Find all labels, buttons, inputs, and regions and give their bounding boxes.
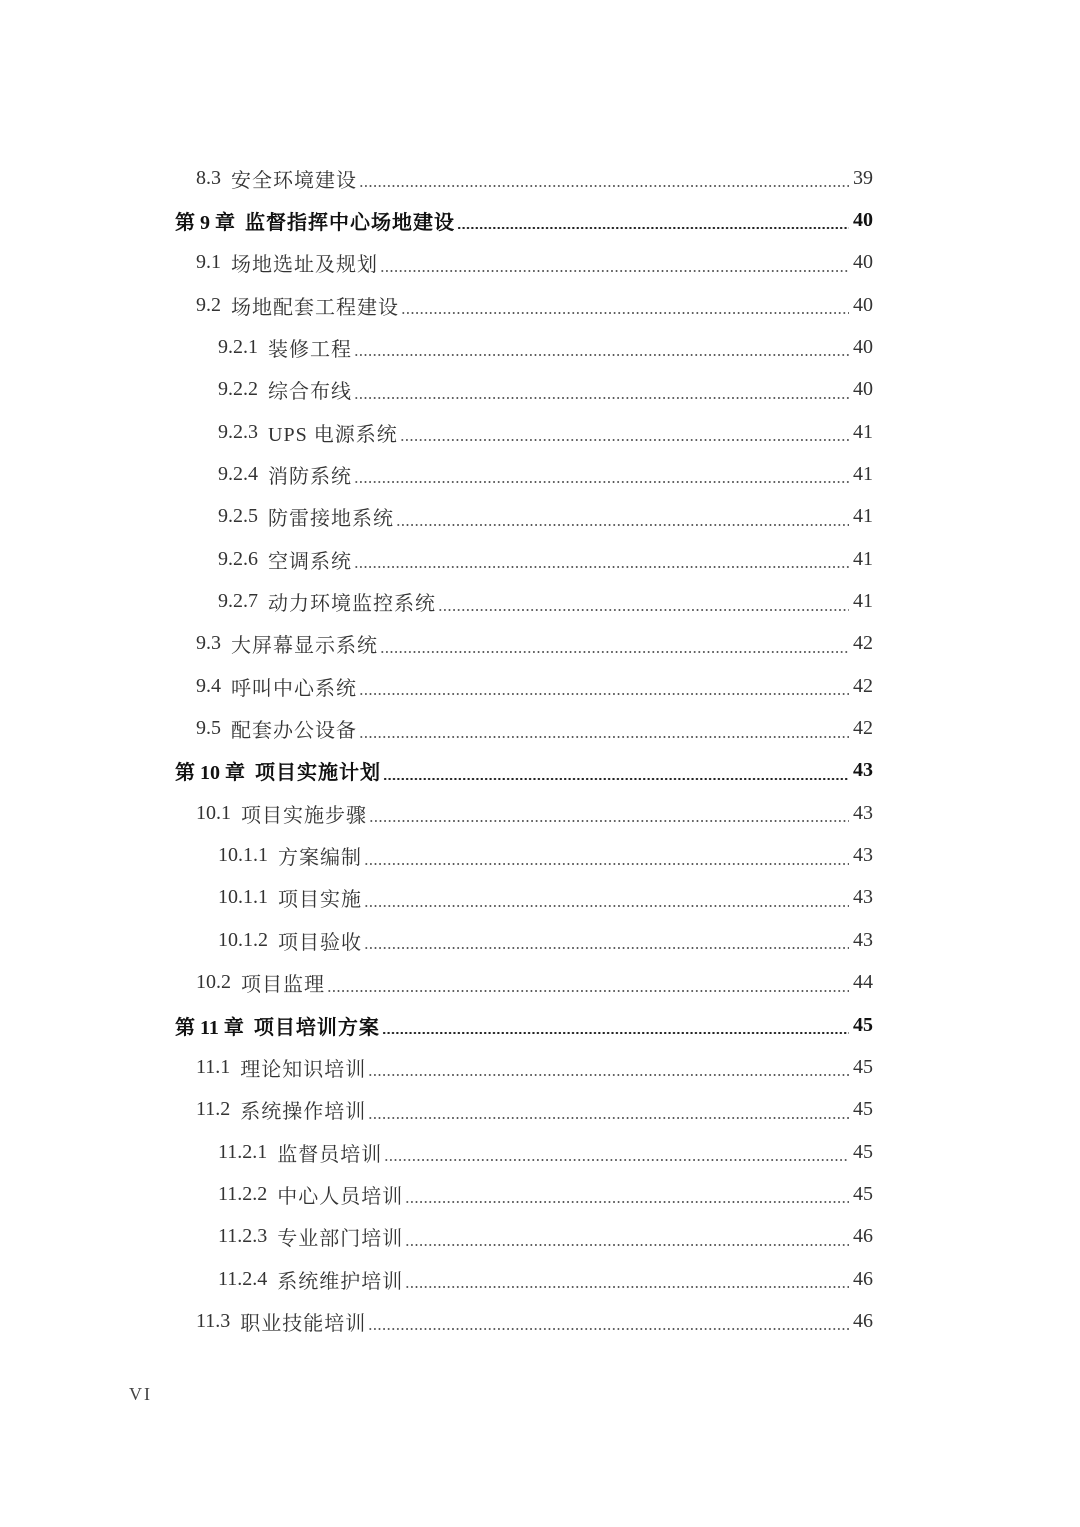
dot-leader xyxy=(354,397,849,399)
toc-entry[interactable] xyxy=(0,1258,1080,1300)
dot-leader xyxy=(383,778,849,780)
toc-entry-content xyxy=(218,1131,873,1173)
toc-entry-page: 41 xyxy=(853,547,873,570)
dot-leader xyxy=(401,312,849,314)
toc-entry-title: 方案编制 xyxy=(278,847,362,870)
toc-entry-page: 42 xyxy=(853,717,873,740)
dot-leader xyxy=(354,354,849,356)
dot-leader xyxy=(364,905,849,907)
toc-entry[interactable] xyxy=(0,284,1080,326)
toc-entry-title: 职业技能培训 xyxy=(240,1312,367,1335)
toc-entry-title: 动力环境监控系统 xyxy=(268,593,436,615)
toc-entry-page: 43 xyxy=(853,928,873,951)
dot-leader xyxy=(405,1244,849,1246)
toc-entry[interactable] xyxy=(0,453,1080,495)
toc-entry-number: 第 10 章 xyxy=(175,762,245,785)
toc-entry-title: 系统操作培训 xyxy=(240,1101,367,1124)
dot-leader xyxy=(380,270,849,272)
toc-entry-content xyxy=(196,1089,873,1131)
toc-chapter-entry[interactable] xyxy=(0,199,1080,241)
toc-entry-content xyxy=(196,242,873,284)
toc-entry-title: 场地配套工程建设 xyxy=(231,296,399,319)
toc-entry[interactable] xyxy=(0,157,1080,199)
dot-leader xyxy=(400,439,849,441)
toc-entry-page: 40 xyxy=(853,293,873,316)
dot-leader xyxy=(359,185,849,187)
dot-leader xyxy=(369,820,849,822)
dot-leader xyxy=(457,227,849,229)
toc-entry[interactable] xyxy=(0,1089,1080,1131)
toc-entry[interactable] xyxy=(0,369,1080,411)
dot-leader xyxy=(368,1074,849,1076)
toc-entry-number: 9.2.5 xyxy=(218,505,258,528)
toc-entry-content xyxy=(218,1258,873,1300)
toc-entry[interactable] xyxy=(0,1131,1080,1173)
toc-entry-page: 43 xyxy=(853,801,873,824)
toc-entry[interactable] xyxy=(0,1173,1080,1215)
toc-entry-number: 9.4 xyxy=(196,674,221,697)
toc-entry-title: 项目监理 xyxy=(241,974,325,997)
toc-entry-page: 41 xyxy=(853,462,873,485)
toc-entry-content xyxy=(196,284,873,326)
toc-entry[interactable] xyxy=(0,665,1080,707)
toc-entry-title: 监督员培训 xyxy=(277,1143,383,1166)
toc-entry-number: 9.2.7 xyxy=(218,590,258,612)
toc-entry-content xyxy=(196,962,873,1004)
toc-entry-title: 项目实施步骤 xyxy=(241,804,367,827)
toc-entry-number: 11.3 xyxy=(196,1309,231,1332)
toc-entry-number: 9.3 xyxy=(196,632,221,655)
toc-entry-content xyxy=(218,496,873,538)
toc-entry-page: 39 xyxy=(853,166,873,189)
toc-entry[interactable] xyxy=(0,708,1080,750)
toc-entry-page: 42 xyxy=(853,674,873,697)
toc-entry-title: 项目培训方案 xyxy=(253,1016,380,1039)
toc-entry-title: 项目实施 xyxy=(278,889,362,912)
toc-entry-page: 41 xyxy=(853,420,873,443)
toc-entry-content xyxy=(218,581,873,623)
toc-entry[interactable] xyxy=(0,242,1080,284)
toc-entry[interactable] xyxy=(0,835,1080,877)
toc-entry-content xyxy=(218,411,873,453)
toc-entry-number: 8.3 xyxy=(196,166,221,189)
toc-entry-title: 装修工程 xyxy=(268,338,352,361)
toc-entry-title: 监督指挥中心场地建设 xyxy=(245,211,455,234)
toc-entry-page: 43 xyxy=(853,844,873,867)
toc-entry-page: 45 xyxy=(853,1098,873,1121)
toc-entry-number: 11.2.3 xyxy=(218,1225,268,1248)
dot-leader xyxy=(380,651,849,653)
toc-entry-content xyxy=(218,326,873,368)
toc-entry-number: 9.2.2 xyxy=(218,378,258,401)
toc-entry-content xyxy=(218,835,873,877)
toc-entry-number: 9.2 xyxy=(196,293,221,316)
toc-entry-title: UPS 电源系统 xyxy=(268,423,398,446)
toc-entry-number: 9.2.3 xyxy=(218,420,258,443)
toc-entry-page: 45 xyxy=(853,1140,873,1163)
toc-entry-title: 专业部门培训 xyxy=(277,1228,404,1251)
toc-entry-number: 9.2.4 xyxy=(218,462,258,485)
toc-entry[interactable] xyxy=(0,919,1080,961)
toc-entry-title: 中心人员培训 xyxy=(277,1185,404,1208)
toc-entry-content xyxy=(196,665,873,707)
toc-entry[interactable] xyxy=(0,1300,1080,1342)
dot-leader xyxy=(354,566,849,568)
dot-leader xyxy=(368,1117,849,1119)
toc-entry-title: 配套办公设备 xyxy=(231,720,357,743)
toc-entry-content xyxy=(175,199,873,241)
toc-entry-page: 46 xyxy=(853,1225,873,1248)
toc-entry[interactable] xyxy=(0,962,1080,1004)
toc-entry-number: 11.2.2 xyxy=(218,1182,268,1205)
toc-entry-number: 9.5 xyxy=(196,717,221,740)
toc-entry-content xyxy=(218,877,873,919)
toc-entry[interactable] xyxy=(0,496,1080,538)
toc-entry-page: 40 xyxy=(853,378,873,401)
toc-entry-page: 43 xyxy=(853,759,873,782)
toc-entry[interactable] xyxy=(0,1216,1080,1258)
toc-entry[interactable] xyxy=(0,877,1080,919)
toc-chapter-entry[interactable] xyxy=(0,750,1080,792)
toc-chapter-entry[interactable] xyxy=(0,1004,1080,1046)
toc-entry-content xyxy=(218,919,873,961)
dot-leader xyxy=(327,990,849,992)
dot-leader xyxy=(438,609,849,611)
dot-leader xyxy=(384,1159,849,1161)
toc-entry-number: 10.1.1 xyxy=(218,886,268,909)
dot-leader xyxy=(396,524,849,526)
toc-entry-content xyxy=(175,750,873,792)
toc-entry-content xyxy=(218,453,873,495)
toc-entry-title: 项目验收 xyxy=(278,931,362,954)
toc-entry-content xyxy=(196,1300,873,1342)
toc-entry-content xyxy=(196,623,873,665)
toc-entry-number: 第 11 章 xyxy=(175,1016,244,1039)
toc-entry-title: 大屏幕显示系统 xyxy=(231,635,378,658)
toc-entry-content xyxy=(218,1216,873,1258)
toc-entry-page: 46 xyxy=(853,1267,873,1290)
toc-entry-page: 46 xyxy=(853,1309,873,1332)
toc-entry-page: 45 xyxy=(853,1182,873,1205)
dot-leader xyxy=(359,736,849,738)
toc-entry-title: 系统维护培训 xyxy=(277,1270,404,1293)
dot-leader xyxy=(405,1286,849,1288)
toc-entry-number: 9.2.1 xyxy=(218,335,258,358)
toc-entry-page: 42 xyxy=(853,632,873,655)
toc-entry-page: 43 xyxy=(853,886,873,909)
toc-entry-page: 45 xyxy=(853,1055,873,1078)
toc-entry[interactable] xyxy=(0,792,1080,834)
toc-entry-page: 45 xyxy=(853,1013,873,1036)
dot-leader xyxy=(382,1032,849,1034)
toc-entry-page: 40 xyxy=(853,208,873,231)
toc-entry-number: 11.2.1 xyxy=(218,1140,268,1163)
toc-entry-number: 9.2.6 xyxy=(218,547,258,570)
toc-entry-page: 40 xyxy=(853,251,873,274)
toc-entry[interactable] xyxy=(0,581,1080,623)
toc-entry-number: 9.1 xyxy=(196,251,221,274)
toc-entry-content xyxy=(218,1173,873,1215)
toc-entry-content xyxy=(175,1004,873,1046)
toc-entry-title: 呼叫中心系统 xyxy=(231,677,357,700)
toc-entry[interactable] xyxy=(0,538,1080,580)
toc-entry-page: 41 xyxy=(853,505,873,528)
toc-entry-title: 综合布线 xyxy=(268,381,352,404)
toc-entry[interactable] xyxy=(0,623,1080,665)
toc-entry-page: 41 xyxy=(853,590,873,612)
toc-entry-number: 第 9 章 xyxy=(175,211,235,234)
toc-entry-number: 11.1 xyxy=(196,1055,231,1078)
toc-entry-title: 空调系统 xyxy=(268,550,352,573)
toc-entry-title: 安全环境建设 xyxy=(231,169,357,192)
dot-leader xyxy=(368,1328,849,1330)
toc-entry-content xyxy=(196,1046,873,1088)
toc-entry-page: 40 xyxy=(853,335,873,358)
toc-entry-number: 10.1.1 xyxy=(218,844,268,867)
toc-entry-number: 10.1.2 xyxy=(218,928,268,951)
toc-entry-content xyxy=(196,792,873,834)
toc-entry-title: 理论知识培训 xyxy=(240,1058,367,1081)
dot-leader xyxy=(359,693,849,695)
toc-entry-content xyxy=(196,708,873,750)
toc-entry-content xyxy=(218,369,873,411)
toc-entry-number: 11.2 xyxy=(196,1098,231,1121)
dot-leader xyxy=(364,863,849,865)
toc-entry-title: 项目实施计划 xyxy=(255,762,381,785)
page-footer-number: VI xyxy=(129,1384,152,1404)
toc-entry[interactable] xyxy=(0,326,1080,368)
toc-entry-number: 10.1 xyxy=(196,801,231,824)
toc-entry-title: 防雷接地系统 xyxy=(268,508,394,531)
toc-entry-title: 消防系统 xyxy=(268,465,352,488)
toc-entry[interactable] xyxy=(0,1046,1080,1088)
toc-entry-content xyxy=(218,538,873,580)
toc-entry-page: 44 xyxy=(853,971,873,994)
dot-leader xyxy=(405,1201,849,1203)
dot-leader xyxy=(354,481,849,483)
dot-leader xyxy=(364,947,849,949)
toc-entry-title: 场地选址及规划 xyxy=(231,254,378,277)
toc-entry[interactable] xyxy=(0,411,1080,453)
toc-entry-number: 10.2 xyxy=(196,971,231,994)
toc-entry-content xyxy=(196,157,873,199)
toc-entry-number: 11.2.4 xyxy=(218,1267,268,1290)
